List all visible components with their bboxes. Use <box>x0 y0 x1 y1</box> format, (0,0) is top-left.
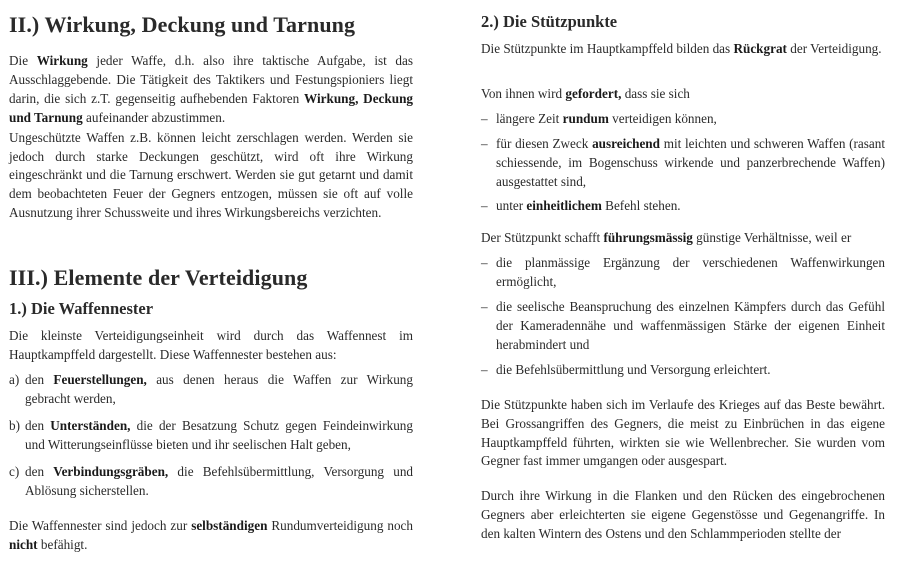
section-heading-wirkung: II.) Wirkung, Deckung und Tarnung <box>9 12 356 37</box>
waffennester-list <box>9 371 413 500</box>
bold-term: gefordert, <box>565 85 622 101</box>
list-item-text: die planmässige Ergänzung der verschiedenen Waffenwirkungen ermöglicht, <box>496 255 885 290</box>
bold-term: Feuerstellungen, <box>53 371 147 387</box>
list-item-text: für diesen Zweck ausreichend mit leichten und schweren Waffen (rasant schiessende, im Bogenschuss wirkende und panzerbrechende Waffen) ausgestattet sind, <box>496 135 885 189</box>
bold-term: ausreichend <box>592 135 660 151</box>
paragraph-waffennester-intro: Die kleinste Verteidigungseinheit wird durch das Waffennest im Hauptkampffeld dargestellt. Diese Waffennester bestehen aus: <box>9 328 413 363</box>
paragraph-bewaehrt: Die Stützpunkte haben sich im Verlaufe des Krieges auf das Beste bewährt. Bei Grossangriffen des Gegners, die meist zu Einbrüchen in das eigene Hauptkampffeld führten, wirkten sie wie Wellenbrecher. Sie wurden vom Gegner fast immer umgangen oder ausgespart. <box>481 396 885 469</box>
paragraph-rueckgrat: Die Stützpunkte im Hauptkampffeld bilden das Rückgrat der Verteidigung. <box>481 41 882 56</box>
list-item <box>481 361 885 380</box>
list-item-text: längere Zeit rundum verteidigen können, <box>496 110 717 126</box>
list-item <box>481 135 885 192</box>
paragraph-gefordert: Von ihnen wird gefordert, dass sie sich <box>481 85 690 101</box>
list-item <box>481 197 885 216</box>
list-item <box>9 463 413 501</box>
bold-term: führungsmässig <box>603 230 693 246</box>
right-column <box>481 0 885 544</box>
bold-term: nicht <box>9 537 38 553</box>
list-item-text: den Feuerstellungen, aus denen heraus die Waffen zur Wirkung gebracht werden, <box>25 371 413 406</box>
list-item-text: die Befehlsübermittlung und Versorgung erleichtert. <box>496 361 771 377</box>
subsection-heading-stuetzpunkte: 2.) Die Stützpunkte <box>481 12 618 31</box>
list-item-text: den Unterständen, die der Besatzung Schutz gegen Feindeinwirkung und Witterungseinflüsse bieten und ihr seelischen Halt geben, <box>25 417 413 452</box>
list-item <box>481 254 885 292</box>
list-item <box>9 371 413 409</box>
left-column <box>9 0 413 555</box>
list-item-text: den Verbindungsgräben, die Befehlsübermittlung, Versorgung und Ablösung sicherstellen. <box>25 463 414 498</box>
section-heading-elemente: III.) Elemente der Verteidigung <box>9 265 308 291</box>
paragraph-wirkung: Die Wirkung jeder Waffe, d.h. also ihre taktische Aufgabe, ist das Ausschlaggebende. Die Tätigkeit des Taktikers und Festungspioniers liegt darin, die sich z.T. gegenseitig aufhebenden Faktoren Wirkung, Deckung und Tarnung aufeinander abzustimmen. <box>9 53 413 125</box>
list-marker: – <box>481 135 488 151</box>
subsection-heading-waffennester: 1.) Die Waffennester <box>9 299 154 319</box>
bold-term: Wirkung, Deckung und Tarnung <box>9 90 413 125</box>
paragraph-rundumverteidigung: Die Waffennester sind jedoch zur selbständigen Rundumverteidigung noch nicht befähigt. <box>9 518 413 553</box>
list-item <box>481 298 885 355</box>
list-marker: – <box>481 110 488 126</box>
bold-term: Wirkung <box>36 53 88 68</box>
list-marker: – <box>481 299 488 315</box>
reasons-list <box>481 254 885 379</box>
demands-list <box>481 110 885 217</box>
paragraph-ungeschuetzte-waffen: Ungeschützte Waffen z.B. können leicht zerschlagen werden. Werden sie jedoch durch starke Deckungen geschützt, wird oft ihre Wirkung eingeschränkt und die Tarnung erschwert. Werden sie gut getarnt und damit dem beobachteten Feuer der Gegners entzogen, müssen sie oft auf volle Ausnutzung ihrer Schussweite und ihres Wirkungsbereichs verzichten. <box>9 129 413 221</box>
bold-term: einheitlichem <box>526 198 602 214</box>
bold-term: rundum <box>562 110 609 126</box>
list-marker: – <box>481 198 488 214</box>
bold-term: selbständigen <box>191 518 268 534</box>
list-marker: a) <box>9 371 20 387</box>
list-item <box>9 417 413 455</box>
bold-term: Rückgrat <box>733 41 787 56</box>
bold-term: Unterständen, <box>50 417 131 433</box>
bold-term: Verbindungsgräben, <box>53 463 169 479</box>
paragraph-fuehrungsmaessig: Der Stützpunkt schafft führungsmässig günstige Verhältnisse, weil er <box>481 230 852 246</box>
list-marker: b) <box>9 417 20 433</box>
list-item-text: unter einheitlichem Befehl stehen. <box>496 198 681 214</box>
list-marker: c) <box>9 463 20 479</box>
list-marker: – <box>481 255 488 271</box>
list-item <box>481 110 885 129</box>
paragraph-flanken: Durch ihre Wirkung in die Flanken und den Rücken des eingebrochenen Gegners aber erleichterten sie eigene Gegenstösse und Gegenangriffe. In den kalten Wintern des Ostens und den Schlammperioden stellte der <box>481 488 885 542</box>
list-item-text: die seelische Beanspruchung des einzelnen Kämpfers durch das Gefühl der Kameradennähe und waffenmässigen Stärke der eigenen Einheit herabmindert und <box>496 299 885 352</box>
list-marker: – <box>481 361 488 377</box>
